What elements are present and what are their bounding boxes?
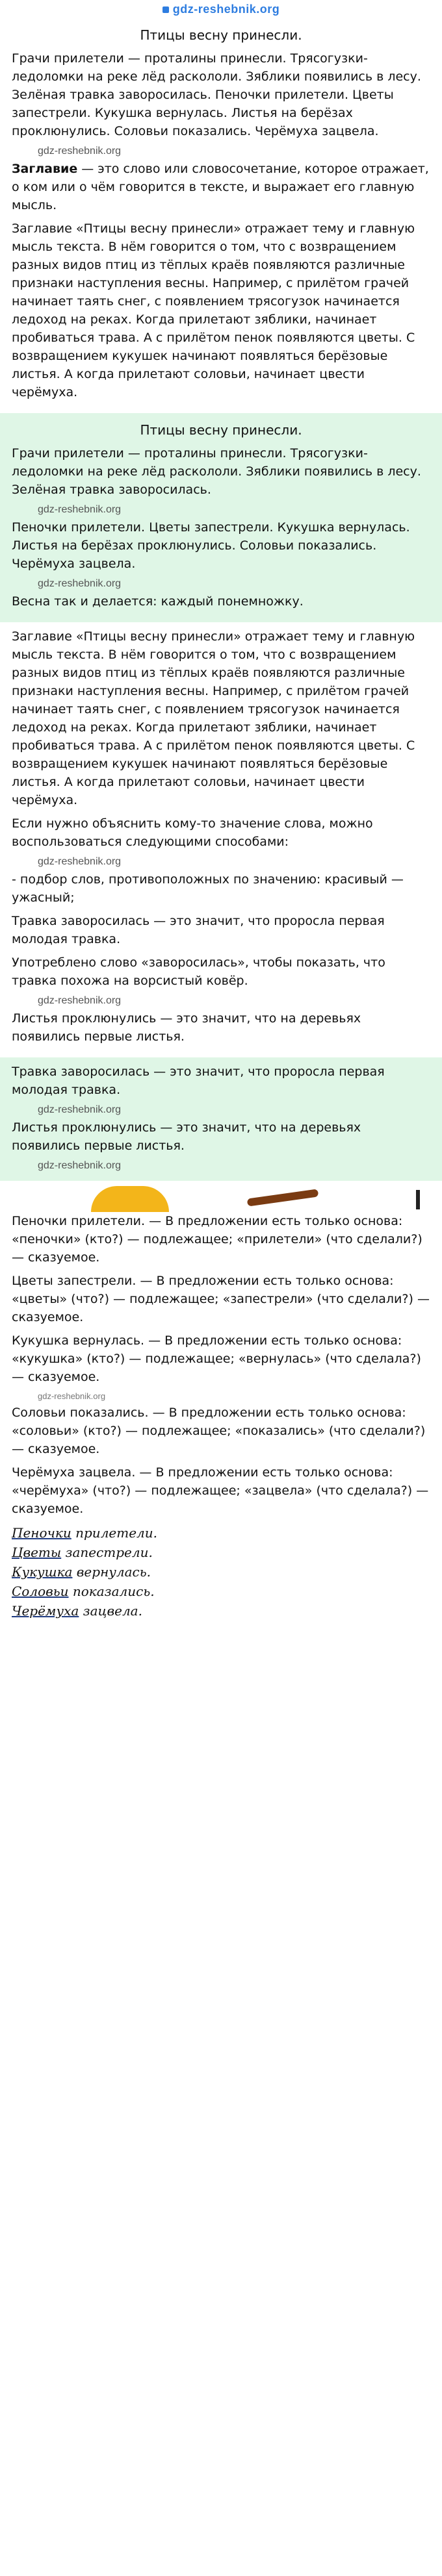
handwritten-subject: Пеночки — [12, 1525, 72, 1541]
handwritten-line — [12, 1523, 430, 1543]
handwritten-line — [12, 1601, 430, 1621]
watermark: gdz-reshebnik.org — [38, 578, 122, 589]
watermark: gdz-reshebnik.org — [38, 1160, 122, 1171]
handwritten-line — [12, 1543, 430, 1562]
text-paragraph: Грачи прилетели — проталины принесли. Трясогузки-ледоломки на реке лёд раскололи. Зяблики появились в лесу. Зелёная травка заворосилась. — [12, 446, 421, 497]
handwritten-subject: Соловьи — [12, 1584, 69, 1599]
text-title: Птицы весну принесли. — [140, 27, 302, 43]
handwritten-line — [12, 1582, 430, 1601]
text-paragraph: Весна так и делается: каждый понемножку. — [12, 594, 304, 609]
site-header — [0, 0, 442, 18]
watermark: gdz-reshebnik.org — [38, 145, 122, 157]
watermark: gdz-reshebnik.org — [38, 856, 122, 867]
analysis-paragraph: Если нужно объяснить кому-то значение слова, можно воспользоваться следующими способами: — [12, 816, 373, 849]
section-original-text — [0, 18, 442, 413]
meaning-paragraph: Травка заворосилась — это значит, что проросла первая молодая травка. — [12, 1065, 385, 1097]
analysis-paragraph: Травка заворосилась — это значит, что проросла первая молодая травка. — [12, 914, 385, 946]
handwritten-line — [12, 1562, 430, 1582]
handwritten-predicate: показались. — [68, 1584, 155, 1599]
handwritten-sentences — [12, 1523, 430, 1621]
watermark: gdz-reshebnik.org — [38, 1391, 106, 1401]
handwritten-subject: Черёмуха — [12, 1603, 79, 1619]
analysis-paragraph: Листья проклюнулись — это значит, что на деревьях появились первые листья. — [12, 1011, 361, 1044]
handwritten-predicate: зацвела. — [79, 1603, 142, 1619]
dark-illustration — [416, 1190, 420, 1209]
analysis-paragraph: Заглавие «Птицы весну принесли» отражает тему и главную мысль текста. В нём говорится о том, что с возвращением разных видов птиц из тёплых краёв появляются различные признаки наступления весны. Например, с прилётом грачей начинает таять снег, с появлением трясогузок начинается ледоход на реках. Когда прилетают зяблики, начинает пробиваться трава. А с прилётом пенок появляются цветы. С возвращением кукушек начинают появляться берёзовые листья. А когда прилетают соловьи, начинает цвести черёмуха. — [12, 629, 415, 807]
watermark: gdz-reshebnik.org — [38, 504, 122, 515]
sentence-analysis: Черёмуха зацвела. — В предложении есть только основа: «черёмуха» (что?) — подлежащее; «зацвела» (что сделала?) — сказуемое. — [12, 1465, 429, 1516]
analysis-paragraph: - подбор слов, противоположных по значению: красивый — ужасный; — [12, 872, 404, 905]
watermark: gdz-reshebnik.org — [38, 995, 122, 1006]
text-title: Птицы весну принесли. — [140, 422, 302, 438]
analysis-paragraph: Употреблено слово «заворосилась», чтобы показать, что травка похожа на ворсистый ковёр. — [12, 955, 385, 988]
sun-illustration — [91, 1186, 169, 1212]
section-meanings-green — [0, 1057, 442, 1181]
text-paragraph: Грачи прилетели — проталины принесли. Трясогузки-ледоломки на реке лёд раскололи. Зяблики появились в лесу. Зелёная травка заворосилась. Пеночки прилетели. Цветы запестрели. Кукушка вернулась. Листья на берёзах проклюнулись. Соловьи показались. Черёмуха зацвела. — [12, 51, 421, 138]
site-logo[interactable]: gdz-reshebnik.org — [162, 3, 280, 16]
section-sentence-analysis — [0, 1207, 442, 1627]
branch-illustration — [247, 1189, 319, 1206]
sentence-analysis: Соловьи показались. — В предложении есть только основа: «соловьи» (кто?) — подлежащее; «показались» (что сделали?) — сказуемое. — [12, 1406, 426, 1456]
sentence-analysis: Кукушка вернулась. — В предложении есть только основа: «кукушка» (кто?) — подлежащее; «вернулась» (что сделала?) — сказуемое. — [12, 1333, 421, 1384]
text-paragraph: Пеночки прилетели. Цветы запестрели. Кукушка вернулась. Листья на берёзах проклюнулись. Соловьи показались. Черёмуха зацвела. — [12, 520, 410, 571]
illustration-strip — [0, 1181, 442, 1207]
meaning-paragraph: Листья проклюнулись — это значит, что на деревьях появились первые листья. — [12, 1120, 361, 1153]
watermark: gdz-reshebnik.org — [38, 1104, 122, 1115]
handwritten-subject: Кукушка — [12, 1564, 73, 1580]
definition-term: Заглавие — [12, 162, 78, 176]
handwritten-predicate: вернулась. — [72, 1564, 151, 1580]
definition-text: — это слово или словосочетание, которое отражает, о ком или о чём говорится в тексте, и выражает его главную мысль. — [12, 162, 429, 212]
handwritten-predicate: прилетели. — [71, 1525, 158, 1541]
handwritten-predicate: запестрели. — [61, 1545, 153, 1560]
explanation-paragraph: Заглавие «Птицы весну принесли» отражает тему и главную мысль текста. В нём говорится о том, что с возвращением разных видов птиц из тёплых краёв появляются различные признаки наступления весны. Например, с прилётом грачей начинает таять снег, с появлением трясогузок начинается ледоход на реках. Когда прилетают зяблики, начинает пробиваться трава. А с прилётом пенок появляются цветы. С возвращением кукушек начинают появляться берёзовые листья. А когда прилетают соловьи, начинает цвести черёмуха. — [12, 221, 415, 399]
section-text-green — [0, 413, 442, 622]
sentence-analysis: Цветы запестрели. — В предложении есть только основа: «цветы» (что?) — подлежащее; «запестрели» (что сделали?) — сказуемое. — [12, 1274, 430, 1324]
sentence-analysis: Пеночки прилетели. — В предложении есть только основа: «пеночки» (кто?) — подлежащее; «прилетели» (что сделали?) — сказуемое. — [12, 1214, 422, 1265]
section-analysis — [0, 622, 442, 1057]
definition-paragraph — [12, 160, 430, 214]
handwritten-subject: Цветы — [12, 1545, 62, 1560]
